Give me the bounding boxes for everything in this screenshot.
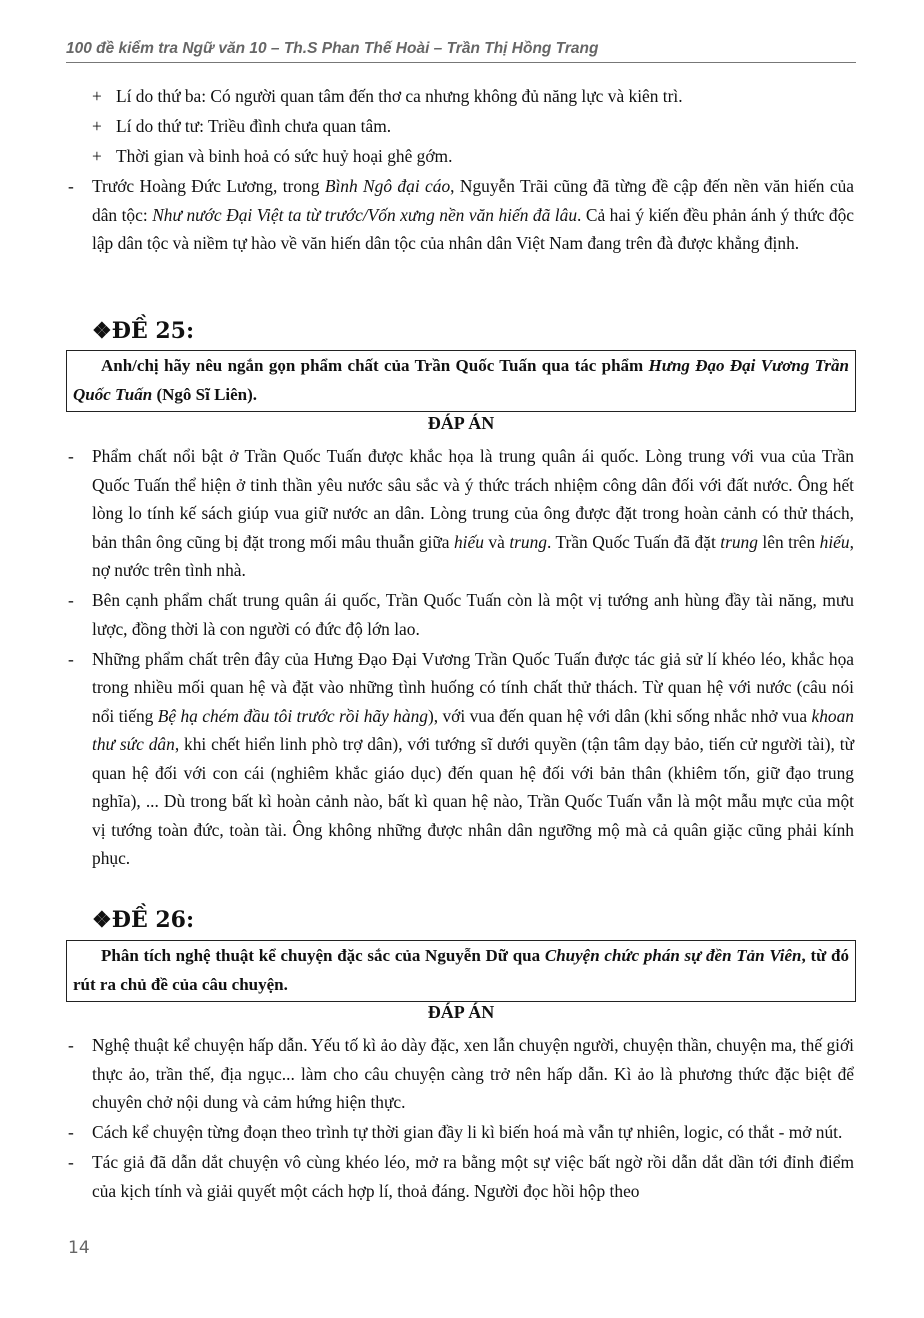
question-box-de-26 xyxy=(66,940,856,1002)
text-segment: , khi chết hiển linh phò trợ dân), với tướng sĩ dưới quyền (tận tâm dạy bảo, tiến cử người tài), từ quan hệ đối với con cái (nghiêm khắc giáo dục) đến quan hệ đối với bản thân (khiêm tốn, giữ đạo trung nghĩa), ... Dù trong bất kì hoàn cảnh nào, bất kì quan hệ nào, Trần Quốc Tuấn vẫn là một mẫu mực của một vị tướng toàn đức, toàn tài. Ông không những được nhân dân ngưỡng mộ mà cả quân giặc cũng phải kính phục. xyxy=(92,734,855,868)
text-segment: . Trần Quốc Tuấn đã đặt xyxy=(547,531,721,552)
list-item xyxy=(66,172,854,258)
page-number: 14 xyxy=(68,1238,90,1258)
text-segment: Cách kể chuyện từng đoạn theo trình tự thời gian đầy li kì biến hoá mà vẫn tự nhiên, logic, có thắt - mở nút. xyxy=(92,1122,843,1142)
text-segment: ), với vua đến quan hệ với dân (khi sống nhắc nhở vua xyxy=(427,705,812,726)
intro-bullets xyxy=(66,82,854,172)
italic-text: Chuyện chức phán sự đền Tản Viên xyxy=(544,946,802,965)
list-item xyxy=(66,1118,854,1147)
text-segment: (Ngô Sĩ Liên). xyxy=(152,384,258,404)
list-marker: - xyxy=(68,590,74,610)
text-segment: và xyxy=(483,531,510,552)
italic-text: Bình Ngô đại cáo xyxy=(324,176,451,196)
text-segment: Phẩm chất nổi bật ở Trần Quốc Tuấn được khắc họa là trung quân ái quốc. Lòng trung với vua của Trần Quốc Tuấn thể hiện ở tinh thần yêu nước sâu sắc và ý thức trách nhiệm công dân đối với đất nước. Ông hết lòng lo tính kế sách giúp vua giữ nước an dân. Lòng trung của ông được đặt trong hoàn cảnh có thử thách, bản thân ông cũng bị đặt trong mối mâu thuẫn giữa xyxy=(92,446,854,552)
italic-text: khoan thư sức dân xyxy=(92,705,854,754)
text-segment: Lí do thứ tư: Triều đình chưa quan tâm. xyxy=(116,116,392,136)
list-item xyxy=(66,142,854,171)
list-marker: + xyxy=(92,116,102,136)
list-marker: - xyxy=(68,176,74,196)
list-marker: - xyxy=(68,1035,74,1055)
list-marker: - xyxy=(68,1122,74,1142)
italic-text: hiếu xyxy=(819,531,850,552)
list-item xyxy=(66,586,854,643)
text-segment: , từ đó rút ra chủ đề của câu chuyện. xyxy=(73,946,849,994)
list-item xyxy=(66,442,854,585)
text-segment: Phân tích nghệ thuật kể chuyện đặc sắc của Nguyễn Dữ qua xyxy=(101,946,545,965)
text-segment: , Nguyễn Trãi cũng đã từng đề cập đến nền văn hiến của dân tộc: xyxy=(92,176,855,225)
text-segment: Lí do thứ ba: Có người quan tâm đến thơ ca nhưng không đủ năng lực và kiên trì. xyxy=(116,86,683,106)
list-item xyxy=(66,645,854,873)
text-segment: Nghệ thuật kể chuyện hấp dẫn. Yếu tố kì ảo dày đặc, xen lẫn chuyện người, chuyện thần, chuyện ma, thế giới thực ảo, trần thế, địa ngục... làm cho câu chuyện càng trở nên hấp dẫn. Kì ảo là phương thức đặc biệt để chuyên chở nội dung và cảm hứng hiện thực. xyxy=(92,1035,854,1112)
answer-label-de-25: ĐÁP ÁN xyxy=(427,413,495,433)
italic-text: Hưng Đạo Đại Vương Trần Quốc Tuấn xyxy=(73,356,849,404)
list-marker: - xyxy=(68,1152,74,1172)
question-box-de-25 xyxy=(66,350,856,412)
list-marker: - xyxy=(68,446,74,466)
list-marker: + xyxy=(92,86,102,106)
text-segment: , nợ nước trên tình nhà. xyxy=(92,531,854,580)
heading-de-25: ❖ĐỀ 25: xyxy=(92,318,195,344)
text-segment: Bên cạnh phẩm chất trung quân ái quốc, Trần Quốc Tuấn còn là một vị tướng anh hùng đầy tài năng, mưu lược, đồng thời là con người có đức độ lớn lao. xyxy=(92,590,854,639)
running-header: 100 đề kiểm tra Ngữ văn 10 – Th.S Phan Thế Hoài – Trần Thị Hồng Trang xyxy=(66,40,856,63)
list-item xyxy=(66,112,854,141)
list-marker: - xyxy=(68,648,74,669)
answer-label-de-26: ĐÁP ÁN xyxy=(427,1002,495,1022)
heading-de-26: ❖ĐỀ 26: xyxy=(92,907,195,933)
italic-text: Bệ hạ chém đầu tôi trước rồi hãy hàng xyxy=(157,705,428,726)
italic-text: Như nước Đại Việt ta từ trước/Vốn xưng nền văn hiến đã lâu xyxy=(152,204,578,225)
italic-text: trung xyxy=(720,531,758,552)
text-segment: lên trên xyxy=(757,531,820,552)
answer-items-de-26 xyxy=(66,1031,854,1207)
list-marker: + xyxy=(92,146,102,166)
text-segment: Anh/chị hãy nêu ngắn gọn phẩm chất của Trần Quốc Tuấn qua tác phẩm xyxy=(101,356,649,375)
text-segment: Trước Hoàng Đức Lương, trong xyxy=(92,176,325,196)
text-segment: . Cả hai ý kiến đều phản ánh ý thức độc lập dân tộc và niềm tự hào về văn hiến dân tộc của nhân dân Việt Nam đang trên đà được khẳng định. xyxy=(92,204,854,253)
text-segment: Thời gian và binh hoả có sức huỷ hoại ghê gớm. xyxy=(116,146,453,166)
italic-text: trung xyxy=(509,531,547,552)
italic-text: hiếu xyxy=(453,531,484,552)
answer-items-de-25 xyxy=(66,442,854,874)
list-item xyxy=(66,1031,854,1117)
intro-items xyxy=(66,172,854,259)
list-item xyxy=(66,82,854,111)
list-item xyxy=(66,1148,854,1205)
text-segment: Những phẩm chất trên đây của Hưng Đạo Đại Vương Trần Quốc Tuấn được tác giả sử lí khéo léo, khắc họa trong nhiều mối quan hệ và đặt vào những tình huống có tính chất thử thách. Từ quan hệ với nước (câu nói nổi tiếng xyxy=(92,648,854,726)
text-segment: Tác giả đã dẫn dắt chuyện vô cùng khéo léo, mở ra bằng một sự việc bất ngờ rồi dẫn dắt dần tới đỉnh điểm của kịch tính và giải quyết một cách hợp lí, thoả đáng. Người đọc hồi hộp theo xyxy=(92,1152,854,1201)
